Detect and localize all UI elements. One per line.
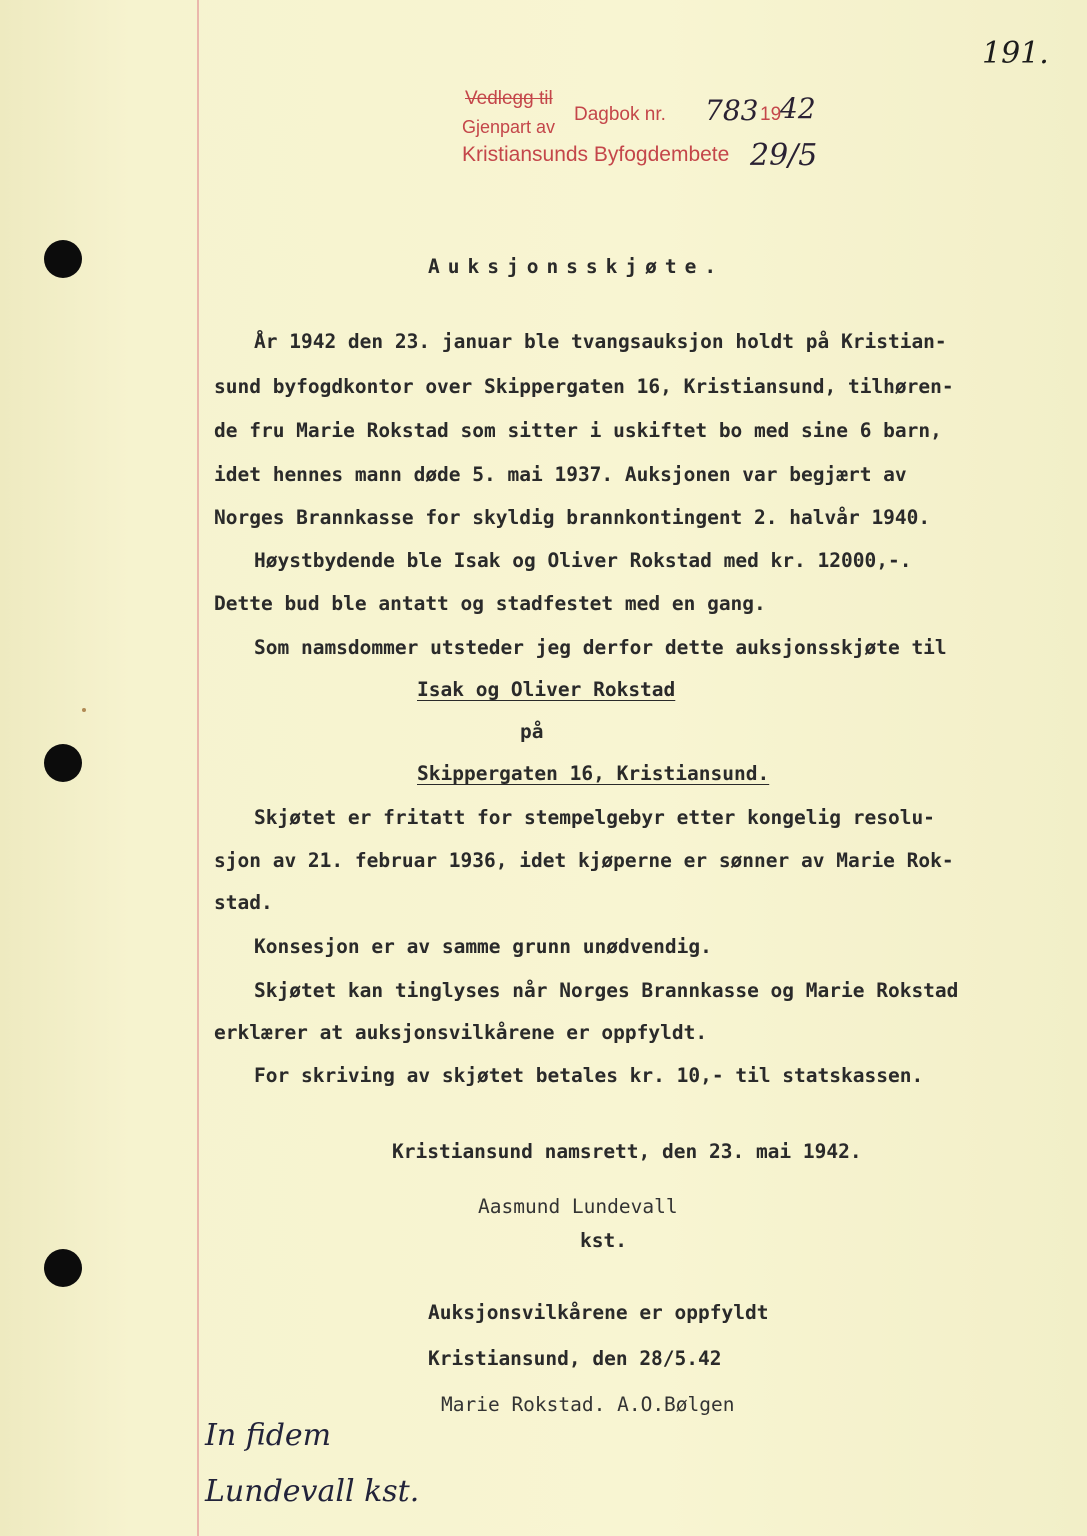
- stamp-dagbok-number: 783: [705, 94, 759, 127]
- handwritten-signature: Lundevall kst.: [205, 1474, 420, 1509]
- body-line: erklærer at auksjonsvilkårene er oppfyldt.: [214, 1021, 708, 1044]
- body-line: sund byfogdkontor over Skippergaten 16, Kristiansund, tilhøren-: [214, 375, 954, 398]
- stamp-strike-text: Vedlegg til: [465, 88, 553, 109]
- margin-rule: [197, 0, 199, 1536]
- body-line: Skjøtet er fritatt for stempelgebyr etter kongelig resolu-: [254, 806, 935, 829]
- body-line: sjon av 21. februar 1936, idet kjøperne er sønner av Marie Rok-: [214, 849, 954, 872]
- body-line: idet hennes mann døde 5. mai 1937. Auksjonen var begjært av: [214, 463, 907, 486]
- punch-hole: [44, 1249, 82, 1287]
- stamp-date-handwritten: 29/5: [750, 138, 818, 173]
- signature-title: kst.: [580, 1229, 627, 1252]
- buyer-names: Isak og Oliver Rokstad: [417, 678, 676, 701]
- body-line: Dette bud ble antatt og stadfestet med en gang.: [214, 592, 766, 615]
- stamp-copy-label: Gjenpart av: [462, 117, 556, 137]
- stamp-year-handwritten: 42: [780, 92, 816, 125]
- signature-name: Aasmund Lundevall: [478, 1195, 678, 1218]
- page-number: 191.: [982, 36, 1049, 71]
- body-line: For skriving av skjøtet betales kr. 10,- til statskassen.: [254, 1064, 924, 1087]
- place-date-line: Kristiansund namsrett, den 23. mai 1942.: [392, 1140, 862, 1163]
- handwritten-in-fidem: In fidem: [205, 1418, 332, 1453]
- paper-spot: [82, 708, 86, 712]
- fulfilment-date: Kristiansund, den 28/5.42: [428, 1347, 722, 1370]
- fulfilment-note: Auksjonsvilkårene er oppfyldt: [428, 1301, 769, 1324]
- stamp-office: Kristiansunds Byfogdembete: [462, 143, 730, 166]
- document-title: Auksjonsskjøte.: [428, 255, 725, 278]
- body-line: Som namsdommer utsteder jeg derfor dette auksjonsskjøte til: [254, 636, 947, 659]
- body-line: på: [520, 720, 544, 743]
- body-line: Skjøtet kan tinglyses når Norges Brannkasse og Marie Rokstad: [254, 979, 959, 1002]
- body-line: Norges Brannkasse for skyldig brannkontingent 2. halvår 1940.: [214, 506, 931, 529]
- stamp-dagbok-label: Dagbok nr.: [574, 104, 666, 125]
- body-line: År 1942 den 23. januar ble tvangsauksjon holdt på Kristian-: [254, 330, 947, 353]
- punch-hole: [44, 744, 82, 782]
- punch-hole: [44, 240, 82, 278]
- body-line: Høystbydende ble Isak og Oliver Rokstad med kr. 12000,-.: [254, 549, 912, 572]
- body-line: de fru Marie Rokstad som sitter i uskiftet bo med sine 6 barn,: [214, 419, 942, 442]
- body-line: Konsesjon er av samme grunn unødvendig.: [254, 935, 712, 958]
- fulfilment-signatures: Marie Rokstad. A.O.Bølgen: [441, 1393, 735, 1416]
- property-address: Skippergaten 16, Kristiansund.: [417, 762, 770, 785]
- stamp-year-printed: 19: [760, 104, 782, 125]
- body-line: stad.: [214, 891, 273, 914]
